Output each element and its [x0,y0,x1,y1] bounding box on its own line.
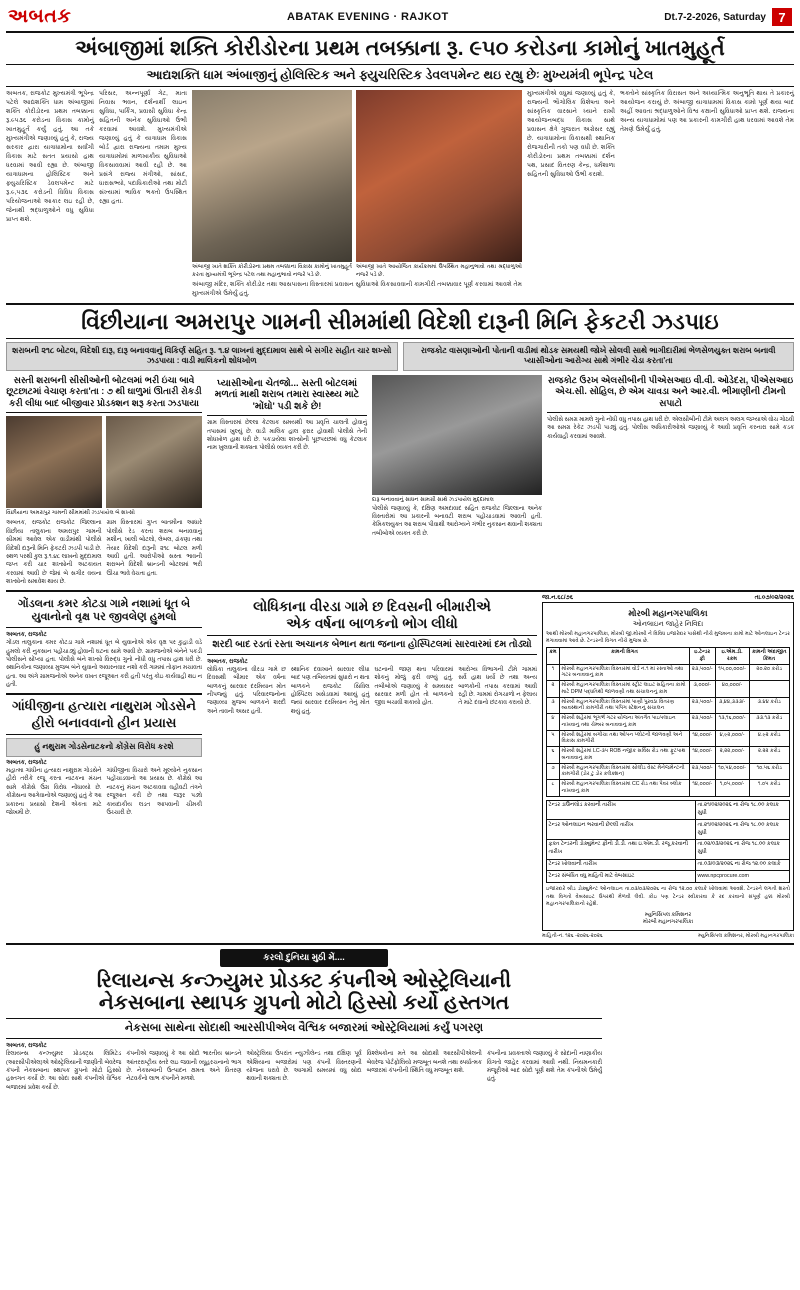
second-footer-right: તા.૦૭/૦૨/૨૦૨૬ [754,594,794,601]
tender-table [546,647,790,797]
tender-note-extra: ઇજારદારે બીડ ડોક્યુમેન્ટ ઓનલાઇન તા.૦૩/૦૩/૨૦૨૬ ના રોજ ૧૨.૦૦ કલાકે ખોલવામાં આવશે. ટેન્ડરને લગતી શરતો તથા વિગતો વેબસાઇટ ઉપરથી મેળવી લેવી. કોઇ પણ ટેન્ડર સ્વીકારવા કે રદ કરવાનો સંપૂર્ણ હક્ક મોરબી મહાનગરપાલિકાનો રહેશે. [546,886,790,908]
lead-col-5: ભક્તોને સાંસ્કૃતિક વિરાસત અને અધ્યાત્મિક અનુભૂતિ થાય તે પ્રકારનું આયોજન કરાયું છે. અંબાજી યાત્રાધામમાં વિકાસ કામો પૂર્ણ થયા બાદ અહીં આવતા શ્રદ્ધાળુઓને વિશ્વ કક્ષાની સુવિધાઓ પ્રાપ્ત થશે. રાજ્યના અન્ય યાત્રાધામોમાં પણ આ પ્રકારની કામગીરી હાથ ધરવામાં આવશે તેમ તેમણે ઉમેર્યું હતું. [620,90,794,134]
second-headline: વિંછીયાના અમરાપુર ગામની સીમમાંથી વિદેશી દારૂની મિનિ ફેકટરી ઝડપાઇ [81,309,719,335]
story4-col-2: ગાંધીજીના વિચારો અને મૂલ્યોને નુકસાન પહોંચાડવાનો આ પ્રયાસ છે. કોંગ્રેસે આ નાટકનું મંચન અટકાવવા વહીવટી તંત્રને રજૂઆત કરી છે તથા જરૂર પડ્યે કાયદાકીય લડત આપવાની ચીમકી ઉચ્ચારી છે. [106,768,202,816]
story-lodhika [207,598,537,717]
masthead-edition: ABATAK EVENING · RAJKOT [287,11,449,23]
tender-note-row [547,800,790,820]
story4-headline-1: ગાંધીજીના હત્યારા નાથુરામ ગોડસેને [12,697,196,713]
table-cell: ૧૦.૫૬ કરોડ [749,763,789,780]
lead-headline: અંબાજીમાં શક્તિ કોરીડોરના પ્રથમ તબક્કાના રૂ. ૯૫૦ કરોડના કામોનું ખાતમુહૂર્ત [75,37,725,60]
second-col-4: પોલીસે જણાવ્યું કે, દક્ષિણ અમદાવાદ સહિત રાજકોટ જિલ્લાના અનેક વિસ્તારોમાં આ પ્રકારની બનાવટી શરાબ પહોંચાડવામાં આવતી હતી. કેમિકલયુક્ત આ શરાબ પીવાથી આરોગ્યને ગંભીર નુકસાન થવાની શક્યતા તબીબોએ વ્યક્ત કરી છે. [372,505,542,537]
masthead [6,4,794,33]
table-cell: મોરબી મહાનગરપાલિકા વિસ્તારમાં પાણી પુરવઠા વિતરણ વ્યવસ્થાની કામગીરી તથા પંપિંગ સ્ટેશનનું સંચાલન [560,697,690,714]
story-godse [6,698,202,818]
lead-subhead: આદ્યશક્તિ ધામ અંબાજીનું હોલિસ્ટિક અને ફ્યુચરિસ્ટિક ડેવલપમેન્ટ થઇ રહ્યુ છેઃ મુખ્યમંત્રી ભૂપેન્દ્ર પટેલ [146,68,654,83]
table-cell: મોરબી શહેરમાં LC-૩૫ ROB નજીક સર્વિસ રોડ તથા ફૂટપાથ બનાવવાનું કામ [560,747,690,764]
tender-note-row [547,820,790,840]
second-sub-left: સસ્તી શરાબની સીસીઓની બોટલમાં ભરી ઇંચા બાવે છૂટછાટમાં વેચાણ કરતા'તા : ૭ થી ઘાળુમાં ઊતારી રોકડી કરી લીધા બાદ બીજીવાર પ્રોડક્શન શરૂ કરતા ઝડપાયા [6,375,202,408]
table-cell: ૭ [547,763,560,780]
table-cell: મોરબી મહાનગરપાલિકા વિસ્તારમાં સ્ટ્રીટ લાઇટ સહિતના કામો માટે DPM પદ્ધતિથી જાળવણી તથા સંચાલનનું કામ [560,681,690,698]
tender-note-row [547,871,790,883]
story4-dateline: અબતક, રાજકોટ [6,759,47,766]
lead-caption-right: અંબાજી ખાતે આયોજિત કાર્યક્રમમાં ઉપસ્થિત મહાનુભાવો તથા શ્રદ્ધાળુઓ નજરે પડે છે. [356,264,522,278]
story5-dateline: અબતક, રાજકોટ [207,658,248,665]
story6-col-5: કંપનીના પ્રવક્તાએ જણાવ્યું કે સોદાની નાણાકીય વિગતો જાહેર કરવામાં આવી નથી. નિયમનકારી મંજૂરીઓ બાદ સોદો પૂર્ણ થશે તેમ કંપનીએ ઉમેર્યું હતું. [486,1051,603,1083]
story6-dateline: અબતક, રાજકોટ [6,1042,47,1049]
table-row [547,681,790,698]
table-cell: ૪.૯૨ કરોડ [749,730,789,747]
table-cell: મોરબી મહાનગરપાલિકા વિસ્તારમાં વોર્ડ નં.૧ માં રસ્તાઓ તથા ગટર બનાવવાનું કામ [560,664,690,681]
tender-note-row [547,839,790,859]
second-sub-mid: પ્યાસીઓના ચેતજો... સસ્તી બોટલમાં મળતાં માથી શરાબ તમારા સ્વાસ્થ્ય માટે 'મોંઘો' પડી શકે છે! [214,378,360,412]
table-cell: ૧૪,૦૦૦/- [689,747,715,764]
tender-intro: આથી મોરબી મહાનગરપાલિકા, મોરબી જી.મોરબી ને વિવિધ ઇજારેદાર પાસેથી નીચે મુજબના કામો માટે ઓનલાઇન ટેન્ડર મંગાવવામાં આવે છે. ટેન્ડરની વિગત નીચે મુજબ છે. [546,630,790,644]
story5-col-4: આરોગ્ય વિભાગની ટીમે ગામમાં સર્વે હાથ ધર્યો છે તથા અન્ય બાળકોની તપાસ કરવામાં આવી રહી છે. ગામમાં રોગચાળો ન ફેલાય તે માટે દવાનો છંટકાવ કરાયો છે. [458,666,537,707]
table-cell: ૮ [547,780,560,797]
lead-col-1: અબતક, રાજકોટ મુખ્યમંત્રી ભૂપેન્દ્ર પટેલે આદ્યશક્તિ ધામ અંબાજીમાં શક્તિ કોરીડોરના પ્રથમ તબક્કાના રૂ.૯૫૩૬ કરોડના વિકાસ કામોનું ખાતમુહૂર્ત કર્યું હતું. આ તકે મુખ્યમંત્રીએ જણાવ્યું હતું કે, રાજ્ય સરકાર દ્વારા યાત્રાધામોના સર્વાંગી વિકાસ માટે સતત પ્રયાસો હાથ ધરવામાં આવી રહ્યા છે. અંબાજી યાત્રાધામના હોલિસ્ટિક અને ફ્યુચરિસ્ટિક ડેવલપમેન્ટ માટે રૂ.૯,૫૩૬ કરોડની વિવિધ વિકાસ પરિયોજનાઓ આકાર લઇ રહી છે, જેનાથી શ્રદ્ધાળુઓને વધુ સુવિધા પ્રાપ્ત થશે. [6,90,94,223]
table-cell: ૧,૦૫,૦૦૦/- [715,780,749,797]
table-cell: મોરબી શહેરમાં બગીચા તથા ઓપન પ્લોટની જાળવણી અને વિકાસ કામગીરી [560,730,690,747]
story6-col-1: રિલાયન્સ કન્ઝ્યુમર પ્રોડક્ટ્સ લિમિટેડ (આરસીપીએલ)એ ઓસ્ટ્રેલિયાની જાણીતી બેવરેજ કંપની નેકસબાના સ્થાપક ગ્રુપનો મોટો હિસ્સો હસ્તગત કર્યો છે. આ સોદા સાથે કંપનીએ વૈશ્વિક બજારમાં પ્રવેશ કર્યો છે. [6,1051,122,1091]
table-row [547,747,790,764]
second-col-2: ગ્રામ વિસ્તારમાં ગુપ્ત બાતમીના આધારે પોલીસે રેડ કરતા શરાબ બનાવવાનું મશીન, ખાલી બોટલો, લેબલ, ઢાંકણા તથા તૈયાર વિદેશી દારૂની ૨૧૮ બોટલ મળી આવી હતી. આરોપીઓ સસ્તા ભાવની શરાબને વિદેશી બ્રાન્ડની બોટલમાં ભરી ઊંચા ભાવે વેચતા હતા. [106,520,202,577]
second-footer-left: જા.ન.૬૮/૭૬ [542,594,574,601]
table-cell: ૨ [547,681,560,698]
table-cell: ૧.૦૫ કરોડ [749,780,789,797]
story6-col-2: કંપનીએ જણાવ્યું કે આ સોદો ભારતીય બ્રાન્ડને આંતરરાષ્ટ્રીય સ્તરે લઇ જવાની વ્યૂહરચનાનો ભાગ છે. નેકસબાની ઉત્પાદન ક્ષમતા અને વિતરણ નેટવર્કનો લાભ કંપનીને મળશે. [126,1051,242,1083]
tender-sign-2: મોરબી મહાનગરપાલિકા [642,919,694,926]
table-cell: ૩,૦૦૦/- [689,681,715,698]
story6-col-4: વિશ્લેષકોના મતે આ સોદાથી આરસીપીએલની બેવરેજ પોર્ટફોલિયો મજબૂત બનશે તથા સ્પર્ધાત્મક બજારમાં કંપનીની સ્થિતિ વધુ મજબૂત થશે. [366,1051,482,1074]
tender-note-row [547,859,790,871]
table-cell: ૪,૯૨,૦૦૦/- [715,730,749,747]
masthead-date-block [664,8,792,26]
story6-headline-1: રિલાયન્સ કન્ઝ્યુમર પ્રોડક્ટ કંપનીએ ઓસ્ટ્રેલિયાની [96,969,512,992]
table-cell: ૩,૪૪,૩૩૩/- [715,697,749,714]
story5-headline-1: લોધિકાના વીરડા ગામે છ દિવસની બીમારીએ [253,597,491,614]
tender-col-header: કામની વિગત [560,648,690,665]
table-cell: ૨૩,૫૦૦/- [689,763,715,780]
lead-caption-left: અંબાજી ખાતે શક્તિ કોરીડોરના પ્રથમ તબક્કાના વિકાસ કામોનું ખાતમુહૂર્ત કરતા મુખ્યમંત્રી ભૂપેન્દ્ર પટેલ તથા મહાનુભાવો નજરે પડે છે. [192,264,352,278]
story5-headline-2: એક વર્ષના બાળકનો ભોગ લીધો [286,615,458,632]
table-cell: ૨૦.૨૦ કરોડ [749,664,789,681]
table-cell: મોરબી મહાનગરપાલિકા વિસ્તારમાં સોલીડ વેસ્ટ મેનેજમેન્ટની કામગીરી (ડોર ટુ ડોર કલેક્શન) [560,763,690,780]
lead-col-4: મુખ્યમંત્રીએ વધુમાં જણાવ્યું હતું કે, રાજ્યની ભૌગોલિક વિશેષતા અને સાંસ્કૃતિક વારસાને ધ્યાને રાખી આયોજનબદ્ધ વિકાસ સાથે પ્રવાસન ક્ષેત્રે ગુજરાત અગ્રેસર રહ્યું છે. યાત્રાધામોના વિકાસથી સ્થાનિક રોજગારીની તકો પણ વધી છે. શક્તિ કોરીડોરના પ્રથમ તબક્કામાં દર્શન પથ, પ્રસાદ વિતરણ કેન્દ્ર, ધર્મશાળા સહિતની સુવિધાઓ ઉભી કરાશે. [527,90,615,178]
second-col-5: પોલીસે સમગ્ર મામલે ગુનો નોંધી વધુ તપાસ હાથ ધરી છે. એલસીબીની ટીમે અલગ અલગ જગ્યાએ વોચ ગોઠવી આ સમગ્ર રેકેટ ઝડપી પાડ્યું હતું. પોલીસ અધિકારીઓએ જણાવ્યું કે આવી પ્રવૃત્તિ કરનારા સામે કડક કાર્યવાહી કરવામાં આવશે. [547,416,794,440]
tender-col-header: ક્રમ [547,648,560,665]
table-cell: ૧૦,૫૪,૦૦૦/- [715,763,749,780]
tender-title: મોરબી મહાનગરપાલિકા [628,607,708,618]
second-kicker-right: રાજકોટ વાસણાઓની પોતાની વાડીમાં થોડક સમયથી જોખે સોલવી સાથે ભાગીદારીમાં ભેળસેળયુક્ત શરાબ બનાવી પ્યાસીઓના આરોગ્ય સાથે ગંભીર ચેડા કરતા'તા [403,342,795,372]
tender-col-header: કામની અંદાજીત કિંમત [749,648,789,665]
table-row [547,730,790,747]
table-row [547,697,790,714]
table-cell: ૧૫,૦૦,૦૦૦/- [715,664,749,681]
table-row [547,714,790,731]
table-cell: મોરબી શહેરમાં ભૂગર્ભ ગટર યોજના અંતર્ગત પાઇપલાઇન નાખવાનું તથા ચેમ્બર બનાવવાનું કામ [560,714,690,731]
story5-col-1: લોધિકા તાલુકાના વીરડા ગામે છ દિવસથી બીમાર એક વર્ષના બાળકનું સારવાર દરમિયાન મોત નીપજ્યું હતું. પરિવારજનોના જણાવ્યા મુજબ બાળકને શરદી અને તાવની અસર હતી. [207,666,286,715]
tender-notes [546,800,790,884]
table-cell: ૫ [547,730,560,747]
tender-note-value: તા.૦૩/૦૩/૨૦૨૬ ના રોજ ૧૨.૦૦ કલાકે [696,859,790,871]
second-col-1: અબતક, રાજકોટ રાજકોટ જિલ્લાના વિંછીયા તાલુકાના અમરાપુર ગામની સીમમાં આવેલ એક વાડીમાંથી પોલીસે વિદેશી દારૂની મિનિ ફેકટરી ઝડપી પાડી છે. સ્થળ પરથી કુલ રૂ.૧.૪૮ લાખનો મુદ્દામાલ જપ્ત કરી ચાર શખ્સોની અટકાયત કરવામાં આવી છે જેમાં બે સગીર વયના શખ્સોનો સમાવેશ થાય છે. [6,520,102,586]
story-gondal [6,598,202,690]
table-cell: ૨.૨૨ કરોડ [749,747,789,764]
story4-headline-2: હીરો બનાવવાનો હીન પ્રયાસ [31,715,177,731]
tender-table-header [547,648,790,665]
story4-col-1: મહાત્મા ગાંધીના હત્યારા નાથુરામ ગોડસેને હીરો તરીકે રજૂ કરતા નાટકના મંચન સામે કોંગ્રેસે ઉગ્ર વિરોધ નોંધાવ્યો છે. કોંગ્રેસના આગેવાનોએ જણાવ્યું હતું કે આ પ્રકારના પ્રયાસો દેશની એકતા માટે જોખમી છે. [6,768,102,816]
second-caption-raid: દારૂ બનાવવાનું સાધન સામગ્રી સાથે ઝડપાયેલ મુદ્દામાલ [372,497,494,504]
tender-note-key: ટેન્ડર ખોલવાની તારીખ [547,859,696,871]
table-cell: મોરબી મહાનગરપાલિકા વિસ્તારમાં CC રોડ તથા પેવર બ્લોક નાખવાનું કામ [560,780,690,797]
table-cell: ૪ [547,714,560,731]
newspaper-logo: અબતક [8,6,72,27]
tender-note-value: તા.૨૧/૦૨/૨૦૨૬ ના રોજ ૧૮.૦૦ કલાક સુધી [696,820,790,840]
table-cell: ૪૦,૦૦૦/- [715,681,749,698]
tender-subtitle: ઓનલાઇન જાહેર નિવિદા [632,620,704,628]
tender-sign-1: મ્યુનિસિપલ કમિશનર [644,911,692,918]
story3-text: ગોંડલ તાલુકાના કમર કોટડા ગામે નશામાં ધૂત બે યુવાનોએ એક વૃક્ષ પર કુહાડી વડે હુમલો કરી નુકસાન પહોંચાડ્યું હોવાની ઘટના સામે આવી છે. ગ્રામજનોએ બંનેને પકડી પોલીસને સોંપ્યા હતા. પોલીસે બંને શખ્સો વિરુદ્ધ ગુનો નોંધી વધુ તપાસ હાથ ધરી છે. સ્થાનિકોના જણાવ્યા મુજબ બંને યુવાનો અવારનવાર નશો કરી ગામમાં તોફાન મચાવતા હતા. આ અંગે ગ્રામજનોએ અનેક વખત રજૂઆત કરી હતી પરંતુ કોઇ કાર્યવાહી થઇ ન હતી. [6,640,202,689]
story5-subhead: શરદી બાદ રડતાં રસ્તા અચાનક બેભાન થતા જનાના હોસ્પિટલમાં સારવારમાં દમ તોડ્યો [212,639,532,651]
story3-headline: ગોંડલના કમર કોટડા ગામે નશામાં ધૂત બે યુવાનોનો વૃક્ષ પર જીવલેણ હુમલો [17,597,191,623]
story6-ribbon: કરલો દુનિયા મુઠી મેં.... [220,949,388,967]
table-cell: ૩૩.૧૩ કરોડ [749,714,789,731]
lead-col-3: અંબાજી મંદિર, શક્તિ કોરીડોર તથા આસપાસના વિસ્તારમાં પ્રવાસન સુવિધાઓ વિકસાવવાની કામગીરી તબક્કાવાર પૂર્ણ કરવામાં આવશે તેમ મુખ્યમંત્રીએ ઉમેર્યું હતું. [192,281,522,298]
second-kicker-left: શરાબની ૨૧૮ બોટલ, વિદેશી દારૂ, દારૂ બનાવવાનું વિકિર્ણ સહિત રૂ. ૧.૪ લાખનાં મુદ્દામાલ સાથે બે સગીર સહીત ચાર શખ્સો ઝડપાયા : વાડી માલિકનો શોધખોળ [6,342,398,372]
table-cell: ૨,૨૨,૦૦૦/- [715,747,749,764]
story4-subhead: હું નથુરામ ગોડસેનાટકનો કોંગ્રેસ વિરોધ કરશે [6,738,202,757]
table-cell: ૩.૪૪ કરોડ [749,697,789,714]
story6-subhead: નેકસબા સાથેના સોદાથી આરસીપીએલ વૈશ્વિક બજારમાં ઓસ્ટ્રેલિયામાં કર્યું પગરણ [124,1021,484,1034]
table-cell: ૨૩,૫૦૦/- [689,664,715,681]
story3-dateline: અબતક, રાજકોટ [6,631,47,638]
tender-footer-right: મ્યુનિસિપલ કમિશનર, મોરબી મહાનગરપાલિકા [698,932,794,939]
table-cell: ૩ [547,697,560,714]
table-cell [749,681,789,698]
tender-notice [542,602,794,931]
table-row [547,763,790,780]
second-caption-photos: વિંછીયાના અમરાપુર ગામની સીમમાંથી ઝડપાયેલ બે શખ્સો [6,509,135,516]
tender-note-key: ટેન્ડર ઓનલાઇન ભરવાની છેલ્લી તારીખ [547,820,696,840]
lead-story [6,37,794,299]
tender-note-value: www.npcprocure.com [696,871,790,883]
table-cell: ૧૪,૦૦૦/- [689,780,715,797]
tender-col-header: ઇ.એમ.ડી. રકમ [715,648,749,665]
second-col-3: ગ્રામ વિસ્તારમાં છેલ્લા કેટલાક સમયથી આ પ્રવૃત્તિ ચાલતી હોવાનું તપાસમાં ખુલ્યું છે. વાડી માલિક હાલ ફરાર હોવાથી પોલીસે તેની શોધખોળ હાથ ધરી છે. પકડાયેલા શખ્સોની પૂછપરછમાં વધુ કેટલાક નામ ખુલવાની શક્યતા પોલીસે વ્યક્ત કરી છે. [207,420,367,452]
story-reliance [6,949,602,1092]
tender-footer-left: માહિતી-નં. ૧૨૬ -૨૦૨૬-૨૦૨૬ [542,932,603,939]
page-number-badge: 7 [772,8,792,26]
story6-col-3: ઓસ્ટ્રેલિયા ઉપરાંત ન્યુઝીલેન્ડ તથા દક્ષિણ પૂર્વ એશિયાના બજારોમાં પણ કંપની વિસ્તરણની યોજના ધરાવે છે. આગામી સમયમાં વધુ સોદા થવાની શક્યતા છે. [246,1051,362,1083]
lead-col-2: પરિસર, અન્નપૂર્ણા ગેટ, માતા નિવાસ ભવન, દર્શનાર્થી લાઇન સુવિધા, પાર્કિંગ, પ્રવાસી સુવિધા કેન્દ્ર સહિતની અનેક સુવિધાઓ ઉભી કરવામાં આવશે. મુખ્યમંત્રીએ જણાવ્યું હતું કે યાત્રાધામ વિકાસ બોર્ડ દ્વારા રાજ્યના તમામ મુખ્ય યાત્રાધામોમાં માળખાકીય સુવિધાઓ વિકસાવવામાં આવી રહી છે. આ પ્રસંગે રાજ્ય મંત્રીઓ, સાંસદ, ધારાસભ્યો, પદાધિકારીઓ તથા મોટી સંખ્યામાં ભાવિક ભક્તો ઉપસ્થિત રહ્યા હતા. [99,90,187,205]
tender-note-value: તા.૦૨/૦૩/૨૦૨૬ ના રોજ ૧૮.૦૦ કલાક સુધી [696,839,790,859]
table-cell: ૧૩,૧૬,૦૦૦/- [715,714,749,731]
table-cell: ૧૪,૦૦૦/- [689,730,715,747]
table-cell: ૨૩,૫૦૦/- [689,714,715,731]
story6-headline-2: નેકસબાના સ્થાપક ગ્રુપનો મોટો હિસ્સો કર્યો હસ્તગત [98,991,510,1014]
table-cell: ૬ [547,747,560,764]
tender-note-value: તા.૨૧/૦૨/૨૦૨૬ ના રોજ ૧૮.૦૦ કલાક સુધી [696,800,790,820]
table-cell: ૧ [547,664,560,681]
table-row [547,780,790,797]
story5-col-3: ઘટનાની જાણ થતા પરિવારમાં શોકનું મોજું ફરી વળ્યું હતું. તબીબોએ જણાવ્યું કે સમયસર સારવાર મળી હોત તો બાળકનો જીવ બચાવી શકાયો હોત. [374,666,454,707]
tender-col-header: ઇ.ટેન્ડર ફી [689,648,715,665]
second-story [6,309,794,586]
tender-note-key: ટેન્ડર સંબંધિત વધુ માહિતી માટે વેબસાઇટ [547,871,696,883]
tender-note-key: ટેન્ડર ડાઉનલોડ કરવાની તારીખ [547,800,696,820]
table-cell: ૨૩,૫૦૦/- [689,697,715,714]
tender-note-key: ફક્ત ટેન્ડરની ડોક્યુમેન્ટ ફીનો ડી.ડી. તથા ઇ.એમ.ડી. રજૂ કરવાની તારીખ [547,839,696,859]
table-row [547,664,790,681]
publication-date: Dt.7-2-2026, Saturday [664,11,766,23]
story5-col-2: સ્થાનિક દવાખાને સારવાર લીધા બાદ પણ તબિયતમાં સુધારો ન થતા બાળકને રાજકોટ સિવિલ હોસ્પિટલ ખસેડવામાં આવ્યું હતું જ્યાં સારવાર દરમિયાન તેનું મોત થયું હતું. [290,666,370,715]
second-sub-right: રાજકોટ ઉરખ એલસીબીની પીએસઆઇ વી.વી. ઓડેદરા, પીએસઆઇ એચ.સી. સોહિલ, છે એમ ચાવડા અને આર.વી. ભીમાણીની ટીમનો સપાટો [547,375,794,408]
